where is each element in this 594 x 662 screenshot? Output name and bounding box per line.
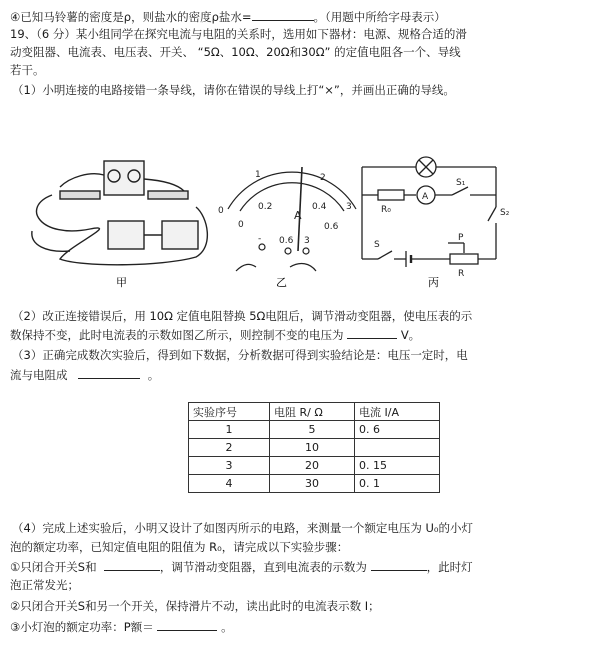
label-jia: 甲 <box>116 276 127 289</box>
table-cell: 0. 1 <box>355 475 440 493</box>
label-s: S <box>374 240 380 250</box>
text: 数保持不变，此时电流表的示数如图乙所示，则控制不变的电压为 <box>10 328 344 342</box>
label-yi: 乙 <box>276 276 287 289</box>
label-r0: R₀ <box>381 205 391 215</box>
answer-blank[interactable] <box>157 618 217 631</box>
label-bing: 丙 <box>428 276 439 289</box>
dial-tick: 2 <box>320 173 326 183</box>
table-row <box>189 475 440 493</box>
q19-line1: 19、（6 分）某小组同学在探究电流与电阻的关系时，选用如下器材：电源、规格合适的滑 <box>10 27 467 41</box>
table-header: 实验序号 <box>189 403 270 421</box>
table-cell: 0. 6 <box>355 421 440 439</box>
text: ，此时灯 <box>426 560 473 574</box>
terminal-label: 3 <box>304 236 310 246</box>
dial-tick: 0.2 <box>258 202 273 212</box>
q19-part4-b: 泡的额定功率，已知定值电阻的阻值为 R₀，请完成以下实验步骤： <box>10 540 349 554</box>
table-row <box>189 439 440 457</box>
label-s2: S₂ <box>500 208 510 218</box>
figure-yi <box>228 167 356 271</box>
step1-a <box>10 558 584 576</box>
q19-line2: 动变阻器、电流表、电压表、开关、 “5Ω、10Ω、20Ω和30Ω” 的定值电阻各一个、导线 <box>10 45 461 59</box>
label-ammeter: A <box>422 192 429 202</box>
switch-s1 <box>452 187 468 195</box>
text: V。 <box>400 328 421 342</box>
terminal <box>285 248 291 254</box>
figure-jia <box>32 161 208 265</box>
rheostat-r <box>450 254 478 264</box>
step2: ②只闭合开关S和另一个开关，保持滑片不动，读出此时的电流表示数 I； <box>10 599 380 613</box>
step3 <box>10 618 584 636</box>
q19-part4-a: （4）完成上述实验后，小明又设计了如图丙所示的电路，来测量一个额定电压为 U₀的小灯 <box>12 521 473 535</box>
wire <box>60 174 104 187</box>
table-header-row <box>189 403 440 421</box>
table-cell: 4 <box>189 475 270 493</box>
battery <box>60 191 100 199</box>
q19-line3: 若干。 <box>10 63 45 77</box>
table-row <box>189 457 440 475</box>
ammeter-box <box>108 221 144 249</box>
answer-blank[interactable] <box>104 558 160 571</box>
figures <box>0 147 594 299</box>
table-row <box>189 421 440 439</box>
wire <box>32 231 70 251</box>
answer-blank[interactable] <box>78 366 140 379</box>
dial-tick: 0.6 <box>324 222 339 232</box>
label-s1: S₁ <box>456 178 466 188</box>
table-cell[interactable] <box>355 439 440 457</box>
table-cell: 5 <box>270 421 355 439</box>
text: ①只闭合开关S和 <box>10 560 97 574</box>
dial-tick: 0 <box>238 220 244 230</box>
table-cell: 10 <box>270 439 355 457</box>
q19-part2-b <box>10 326 584 344</box>
table-cell: 1 <box>189 421 270 439</box>
resistor-r0 <box>378 190 404 200</box>
data-table <box>188 402 440 493</box>
q19-part1: （1）小明连接的电路接错一条导线，请你在错误的导线上打“×”，并画出正确的导线。 <box>12 83 455 97</box>
wire <box>236 264 256 271</box>
text: ，调节滑动变阻器，直到电流表的示数为 <box>159 560 367 574</box>
text: ④已知马铃薯的密度是ρ，则盐水的密度ρ盐水= <box>10 10 252 24</box>
dial-unit: A <box>294 209 302 222</box>
voltmeter-box <box>104 161 144 195</box>
q19-part3-a: （3）正确完成数次实验后，得到如下数据，分析数据可得到实验结论是：电压一定时，电 <box>12 348 468 362</box>
dial-tick: 0 <box>218 206 224 216</box>
text: ③小灯泡的额定功率：P额＝ <box>10 620 154 634</box>
text: 流与电阻成 <box>10 368 68 382</box>
table-cell: 20 <box>270 457 355 475</box>
table-cell: 0. 15 <box>355 457 440 475</box>
text: 。 <box>147 368 160 382</box>
table-cell: 3 <box>189 457 270 475</box>
text: 。（用题中所给字母表示） <box>313 10 446 24</box>
rheostat <box>148 191 188 199</box>
text: 。 <box>221 620 233 634</box>
step1-b: 泡正常发光； <box>10 578 79 592</box>
wire <box>290 264 316 271</box>
dial-arc <box>228 172 356 209</box>
table-header: 电流 I/A <box>355 403 440 421</box>
switch-s <box>378 251 392 259</box>
answer-blank[interactable] <box>371 558 427 571</box>
table-cell: 2 <box>189 439 270 457</box>
label-p: P <box>458 233 464 243</box>
q19-part3-b <box>10 366 584 384</box>
terminal-label: 0.6 <box>279 236 294 246</box>
q18-line4 <box>10 8 584 26</box>
voltmeter2-box <box>162 221 198 249</box>
terminal-label: - <box>258 234 262 244</box>
dial-tick: 3 <box>346 202 352 212</box>
terminal <box>259 244 265 250</box>
label-r: R <box>458 269 465 279</box>
terminal <box>303 248 309 254</box>
dial-arc-inner <box>240 183 344 211</box>
table-cell: 30 <box>270 475 355 493</box>
wire <box>144 179 184 191</box>
switch-s2 <box>488 207 496 221</box>
dial-tick: 1 <box>255 170 261 180</box>
dial-tick: 0.4 <box>312 202 327 212</box>
answer-blank[interactable] <box>347 326 397 339</box>
table-header: 电阻 R/ Ω <box>270 403 355 421</box>
answer-blank[interactable] <box>252 8 314 21</box>
q19-part2-a: （2）改正连接错误后，用 10Ω 定值电阻替换 5Ω电阻后，调节滑动变阻器，使电压表的示 <box>12 309 473 323</box>
